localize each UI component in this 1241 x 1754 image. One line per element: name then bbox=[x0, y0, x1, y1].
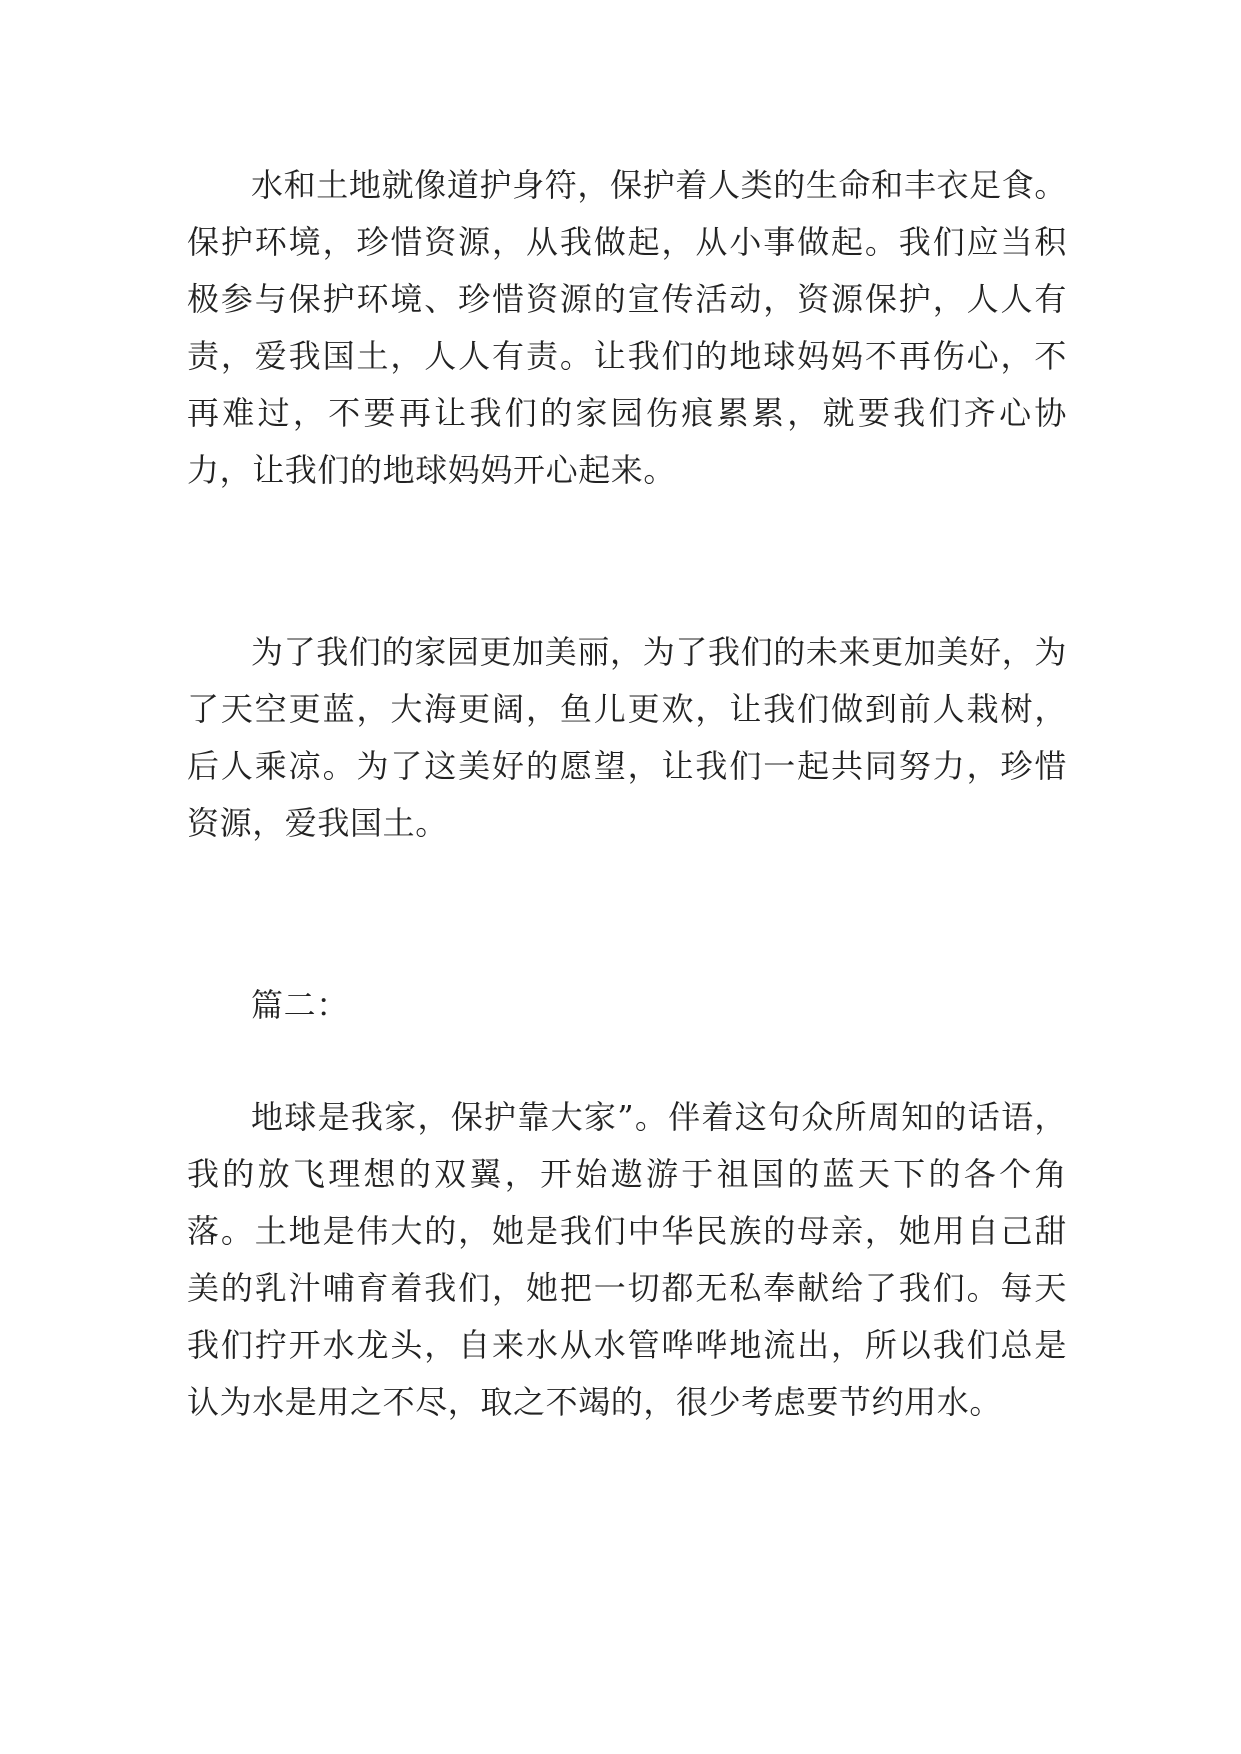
section-heading-part-two: 篇二： bbox=[251, 986, 349, 1024]
paragraph-protect-environment: 水和土地就像道护身符，保护着人类的生命和丰衣足食。保护环境，珍惜资源，从我做起，从小事做起。我们应当积极参与保护环境、珍惜资源的宣传活动，资源保护，人人有责，爱我国土，人人有责。让我们的地球妈妈不再伤心，不再难过，不要再让我们的家园伤痕累累，就要我们齐心协力，让我们的地球妈妈开心起来。 bbox=[187, 166, 1067, 489]
paragraph-beautiful-home: 为了我们的家园更加美丽，为了我们的未来更加美好，为了天空更蓝，大海更阔，鱼儿更欢，让我们做到前人栽树，后人乘凉。为了这美好的愿望，让我们一起共同努力，珍惜资源，爱我国土。 bbox=[187, 633, 1067, 842]
paragraph-earth-is-home: 地球是我家，保护靠大家”。伴着这句众所周知的话语，我的放飞理想的双翼，开始遨游于祖国的蓝天下的各个角落。土地是伟大的，她是我们中华民族的母亲，她用自己甜美的乳汁哺育着我们，她把一切都无私奉献给了我们。每天我们拧开水龙头，自来水从水管哗哗地流出，所以我们总是认为水是用之不尽，取之不竭的，很少考虑要节约用水。 bbox=[187, 1098, 1067, 1421]
